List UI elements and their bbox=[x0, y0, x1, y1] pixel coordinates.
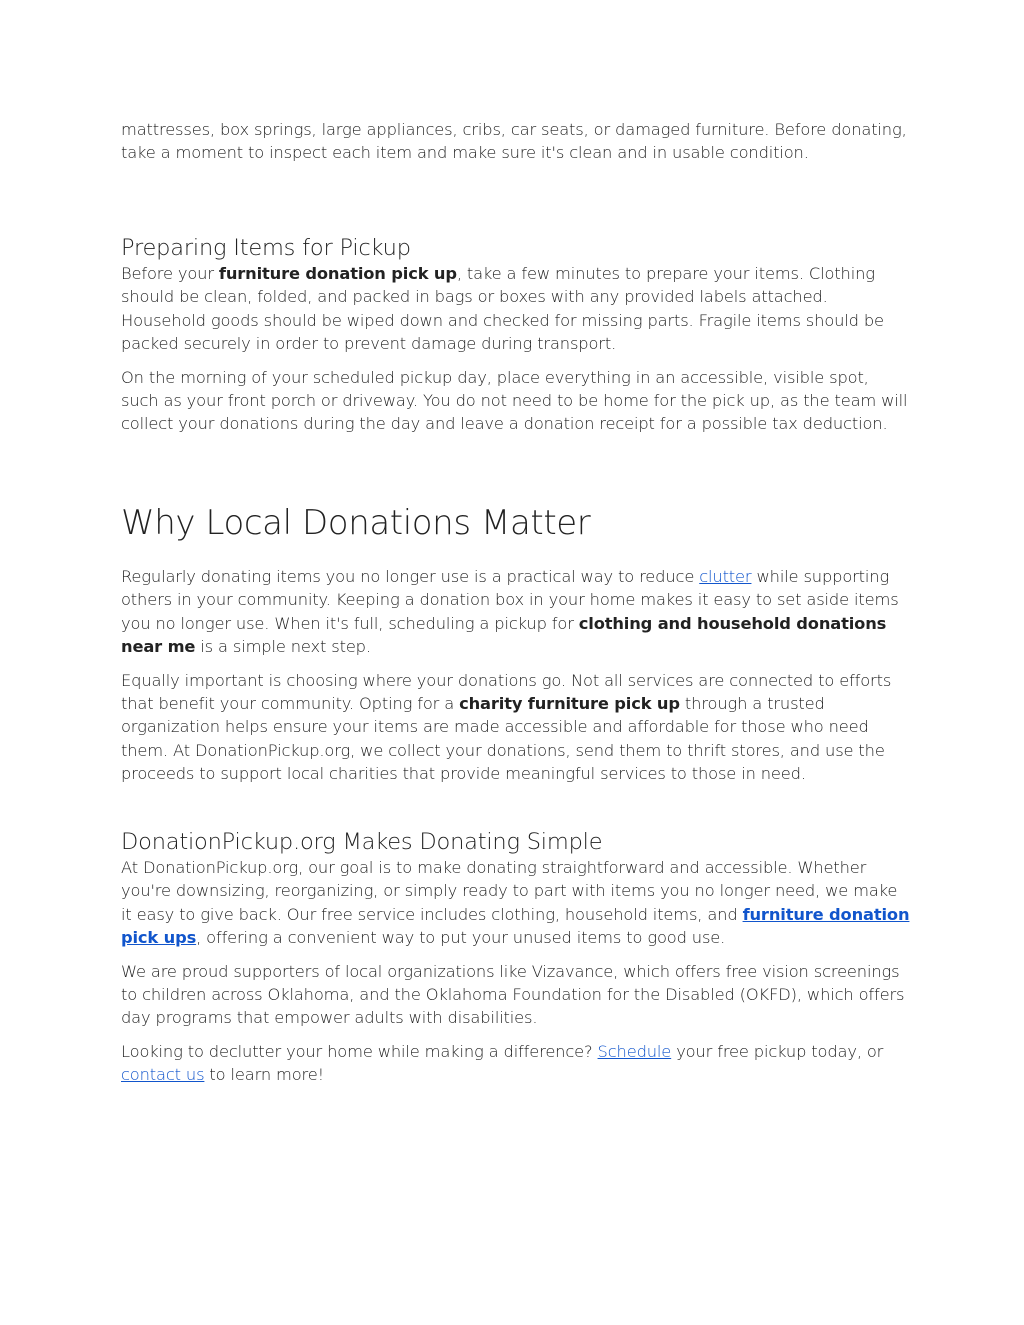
text-run: Before your bbox=[121, 264, 219, 283]
intro-section bbox=[121, 118, 911, 175]
text-run: Equally important is choosing where your donations go. Not all services are connected to efforts that benefit your community. Opting for a bbox=[121, 670, 892, 714]
preparing-heading: Preparing Items for Pickup bbox=[121, 235, 411, 261]
text-run: Regularly donating items you no longer use is a practical way to reduce bbox=[121, 567, 700, 586]
preparing-paragraph-2: On the morning of your scheduled pickup day, place everything in an accessible, visible spot, such as your front porch or driveway. You do not need to be home for the pick up, as the team will collect your donations during the day and leave a donation receipt for a possible tax deduction. bbox=[121, 367, 908, 434]
simple-section bbox=[121, 828, 911, 1097]
preparing-paragraph-1 bbox=[121, 262, 911, 356]
why-paragraph-1 bbox=[121, 565, 911, 659]
text-run: Looking to declutter your home while making a difference? bbox=[121, 1041, 598, 1061]
text-run: through a trusted organization helps ensure your items are made accessible and affordable for those who need them. At DonationPickup.org, we collect your donations, send them to thrift stores, and use the proceeds to support local charities that provide meaningful services to those in need. bbox=[121, 694, 885, 784]
bold-phrase: furniture donation pick up bbox=[218, 264, 457, 283]
text-run: to learn more! bbox=[204, 1065, 324, 1085]
contact-us-link[interactable]: contact us bbox=[121, 1065, 205, 1085]
schedule-link[interactable]: Schedule bbox=[597, 1041, 672, 1061]
simple-paragraph-1 bbox=[121, 856, 911, 950]
bold-phrase: clothing and household donations near me bbox=[121, 613, 887, 657]
text-run: , take a few minutes to prepare your items. Clothing should be clean, folded, and packed in bags or boxes with any provided labels attached. Household goods should be wiped down and checked for missing parts. Fragile items should be packed securely in order to prevent damage during transport. bbox=[121, 264, 884, 354]
text-run: , offering a convenient way to put your unused items to good use. bbox=[196, 928, 726, 948]
why-section bbox=[121, 501, 911, 796]
text-run: while supporting others in your community. Keeping a donation box in your home makes it easy to set aside items you no longer use. When it's full, scheduling a pickup for bbox=[121, 567, 899, 633]
text-run: is a simple next step. bbox=[195, 637, 371, 657]
why-paragraph-2 bbox=[121, 669, 911, 786]
simple-paragraph-3 bbox=[121, 1040, 911, 1087]
intro-paragraph: mattresses, box springs, large appliances, cribs, car seats, or damaged furniture. Before donating, take a moment to inspect each item and make sure it's clean and in usable condition. bbox=[121, 120, 907, 163]
text-run: At DonationPickup.org, our goal is to make donating straightforward and accessible. Whether you're downsizing, reorganizing, or simply ready to part with items you no longer need, we make it easy to give back. Our free service includes clothing, household items, and bbox=[121, 858, 898, 924]
why-heading: Why Local Donations Matter bbox=[121, 503, 591, 543]
text-run: your free pickup today, or bbox=[671, 1041, 884, 1061]
preparing-section bbox=[121, 234, 911, 446]
simple-heading: DonationPickup.org Makes Donating Simple bbox=[121, 829, 603, 855]
furniture-donation-pick-ups-link[interactable]: furniture donation pick ups bbox=[121, 904, 910, 948]
simple-paragraph-2: We are proud supporters of local organizations like Vizavance, which offers free vision screenings to children across Oklahoma, and the Oklahoma Foundation for the Disabled (OKFD), which offers day programs that empower adults with disabilities. bbox=[121, 961, 905, 1028]
clutter-link[interactable]: clutter bbox=[699, 567, 752, 586]
bold-phrase: charity furniture pick up bbox=[459, 694, 680, 714]
